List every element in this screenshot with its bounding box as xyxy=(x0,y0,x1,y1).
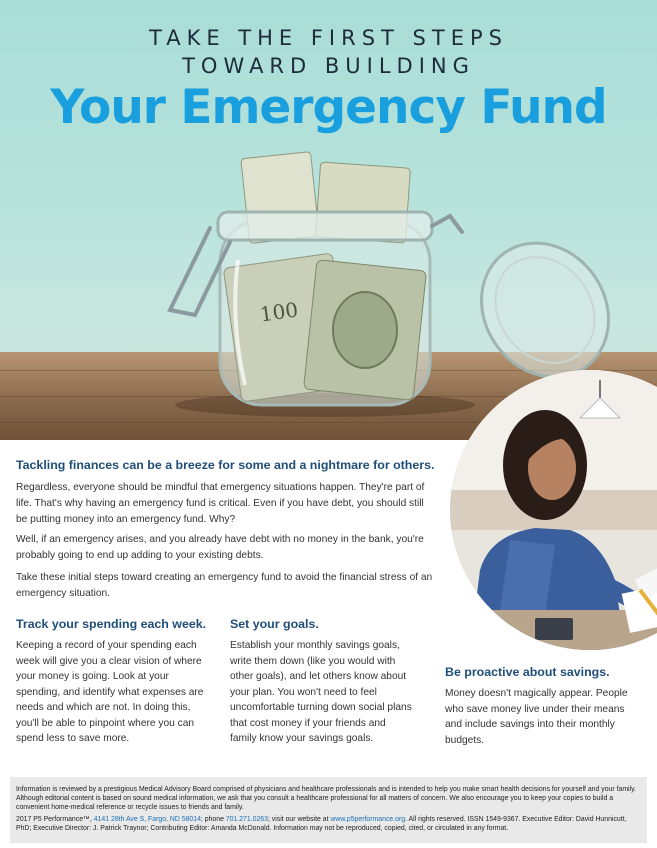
track-spending-heading: Track your spending each week. xyxy=(16,617,207,631)
set-goals-heading: Set your goals. xyxy=(230,617,319,631)
intro-paragraph-1: Regardless, everyone should be mindful that emergency situations happen. They're part of life. That's why having an emergency fund is critical. Even if you have debt, you should still be putting money into an emergency fund. Why? xyxy=(16,482,425,525)
proactive-savings-body: Money doesn't magically appear. People who save money live under their means and include savings into their monthly budgets. xyxy=(445,688,628,746)
track-spending-body: Keeping a record of your spending each week will give you a clear vision of where your money is going. Look at your spending, and identify what expenses are needs and which are not. In doing this, you'll be able to pinpoint where you can spend less to save more. xyxy=(16,640,204,744)
footer-disclaimer: Information is reviewed by a prestigious Medical Advisory Board comprised of physicians and healthcare professionals and is intended to help you make smart health decisions for yourself and your family. Although editorial content is based on sound medical information, we ask that you consult a healthcare professional for all matters of concern. We also encourage you to keep your copies to build a convenient home-medical reference or recycle issues to friends and family. xyxy=(16,786,636,811)
woman-budgeting-photo xyxy=(450,370,657,650)
footer-copyright xyxy=(16,815,641,833)
credits-text: . All rights reserved. ISSN 1549-9367. Executive Editor: David Hunnicutt, PhD; Executive Director: J. Patrick Traynor; Contributing Editor: Amanda McDonald. Information may not be reproduced, copied, cited, or circulated in any format. xyxy=(16,816,627,832)
set-goals-body: Establish your monthly savings goals, write them down (like you would with other goals), and let others know about your plan. You won't need to feel uncomfortable turning down social plans that cost money if your friends and family know your savings goals. xyxy=(230,640,412,744)
address-link[interactable]: 4141 28th Ave S, Fargo, ND 58014 xyxy=(93,816,201,823)
svg-text:100: 100 xyxy=(258,297,300,327)
hero-headline: Your Emergency Fund xyxy=(50,80,607,135)
intro-paragraph-3: Take these initial steps toward creating an emergency fund to avoid the financial stress of an emergency situation. xyxy=(16,572,433,599)
footer-disclaimer-box xyxy=(10,777,647,843)
glass-jar xyxy=(170,152,462,405)
hero-kicker-line-2: TOWARD BUILDING xyxy=(182,54,475,78)
phone-prefix: ; phone xyxy=(200,816,226,823)
intro-paragraph-2: Well, if an emergency arises, and you already have debt with no money in the bank, you're probably going to end up adding to your existing debts. xyxy=(16,534,424,561)
intro-heading: Tackling finances can be a breeze for some and a nightmare for others. xyxy=(16,458,435,472)
phone-link[interactable]: 701.271.0263 xyxy=(225,816,268,823)
website-prefix: ; visit our website at xyxy=(267,816,331,823)
hero-kicker-line-1: TAKE THE FIRST STEPS xyxy=(149,26,508,50)
proactive-savings-heading: Be proactive about savings. xyxy=(445,665,610,679)
copyright-text: 2017 P5 Performance™, xyxy=(16,816,94,823)
website-link[interactable]: www.p5performance.org xyxy=(330,816,406,823)
